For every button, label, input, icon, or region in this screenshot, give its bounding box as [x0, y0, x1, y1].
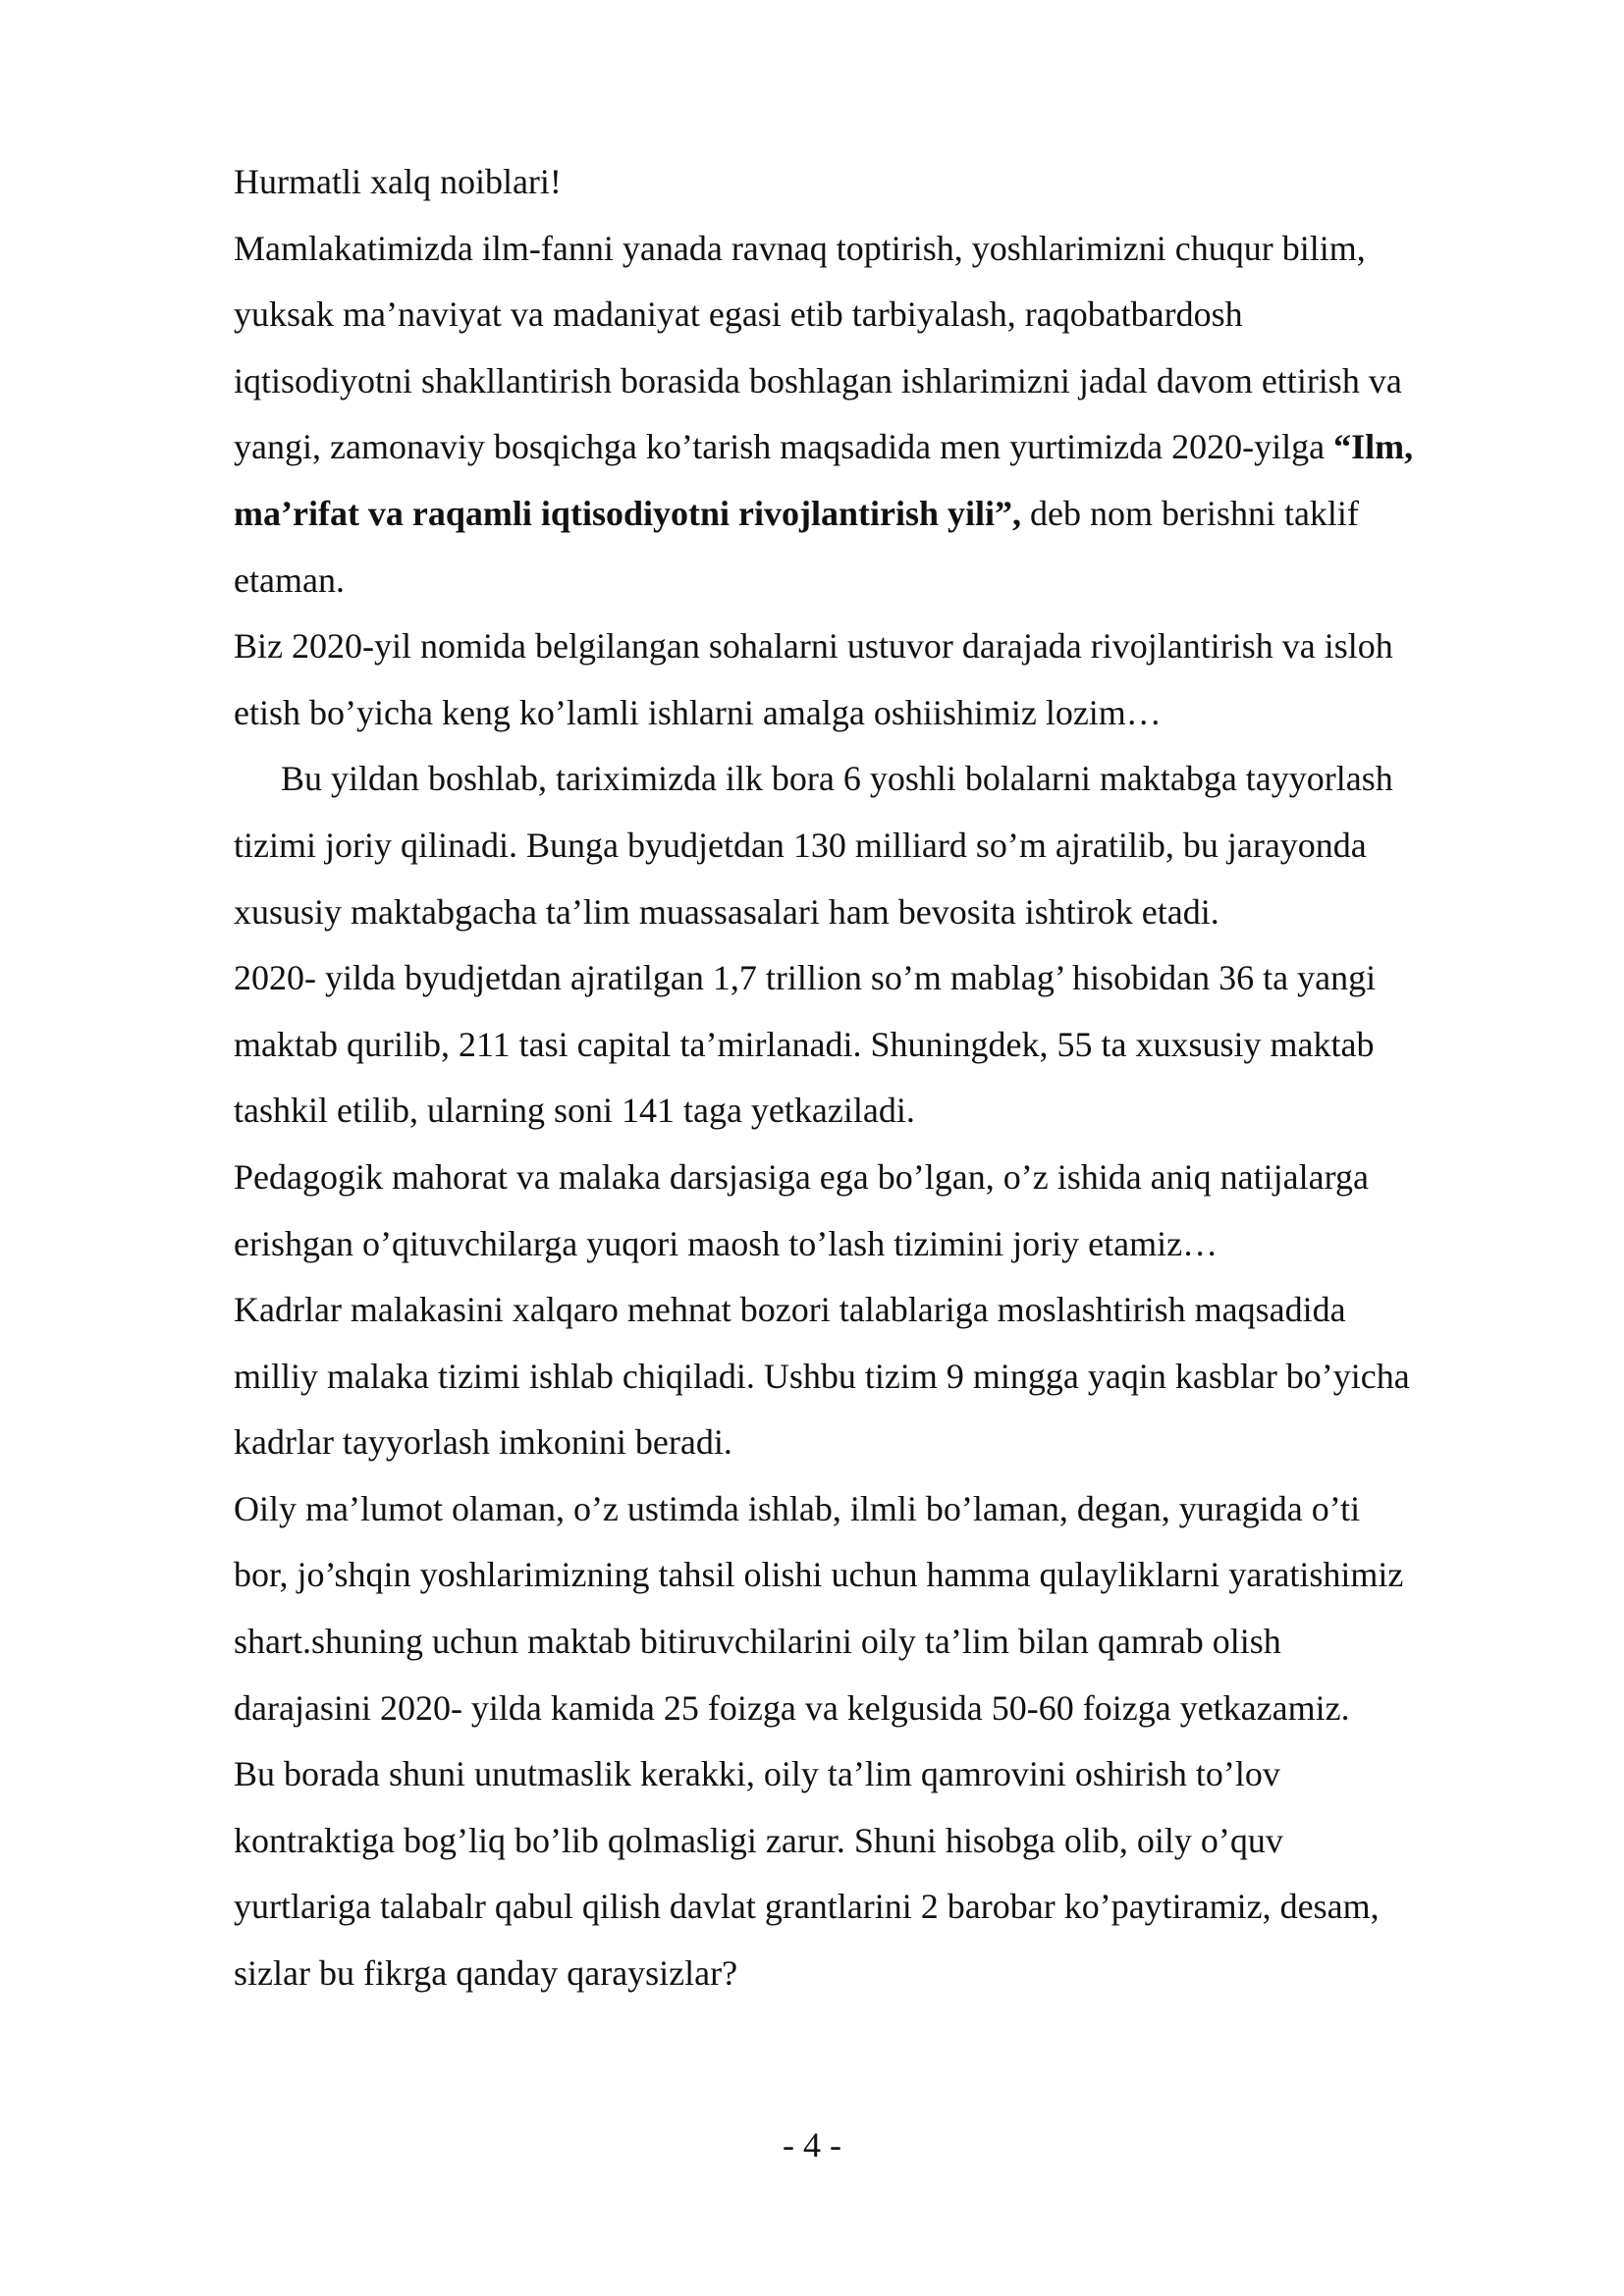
text-line: Mamlakatimizda ilm-fanni yanada ravnaq toptirish, yoshlarimizni chuqur bilim,	[234, 228, 1366, 268]
text-line: maktab qurilib, 211 tasi capital ta’mirlanadi. Shuningdek, 55 ta xuxsusiy maktab	[234, 1024, 1375, 1064]
text-line: etish bo’yicha keng ko’lamli ishlarni amalga oshiishimiz lozim…	[234, 692, 1162, 732]
text-line: kontraktiga bog’liq bo’lib qolmasligi zarur. Shuni hisobga olib, oily o’quv	[234, 1820, 1283, 1860]
text-line: 2020- yilda byudjetdan ajratilgan 1,7 trillion so’m mablag’ hisobidan 36 ta yangi	[234, 958, 1377, 998]
text-line: sizlar bu fikrga qanday qaraysizlar?	[234, 1953, 738, 1994]
bold-year-title-start: “Ilm,	[1333, 427, 1414, 467]
page-number: - 4 -	[783, 2125, 841, 2164]
text-line: erishgan o’qituvchilarga yuqori maosh to’lash tizimini joriy etamiz…	[234, 1223, 1218, 1263]
text-line: kadrlar tayyorlash imkonini beradi.	[234, 1422, 732, 1463]
text-line: yuksak ma’naviyat va madaniyat egasi etib tarbiyalash, raqobatbardosh	[234, 294, 1243, 335]
text-span: deb nom berishni taklif	[1020, 493, 1359, 533]
text-line-indented: Bu yildan boshlab, tariximizda ilk bora 6 yoshli bolalarni maktabga tayyorlash	[281, 759, 1393, 799]
text-line: yurtlariga talabalr qabul qilish davlat grantlarini 2 barobar ko’paytiramiz, desam,	[234, 1887, 1380, 1927]
text-line: Pedagogik mahorat va malaka darsjasiga ega bo’lgan, o’z ishida aniq natijalarga	[234, 1156, 1369, 1197]
text-line: xususiy maktabgacha ta’lim muassasalari ham bevosita ishtirok etadi.	[234, 891, 1219, 932]
text-line: tashkil etilib, ularning soni 141 taga yetkaziladi.	[234, 1091, 915, 1131]
text-line: bor, jo’shqin yoshlarimizning tahsil olishi uchun hamma qulayliklarni yaratishimiz	[234, 1555, 1404, 1595]
text-line: shart.shuning uchun maktab bitiruvchilarini oily ta’lim bilan qamrab olish	[234, 1622, 1281, 1662]
text-line	[234, 414, 1530, 481]
text-span: yangi, zamonaviy bosqichga ko’tarish maqsadida men yurtimizda 2020-yilga	[234, 427, 1334, 467]
text-line: etaman.	[234, 560, 345, 600]
bold-year-title-end: ma’rifat va raqamli iqtisodiyotni rivojlantirish yili”,	[234, 493, 1021, 533]
text-line: Bu borada shuni unutmaslik kerakki, oily ta’lim qamrovini oshirish to’lov	[234, 1754, 1280, 1794]
text-line: Kadrlar malakasini xalqaro mehnat bozori talablariga moslashtirish maqsadida	[234, 1290, 1346, 1330]
text-line: Oily ma’lumot olaman, o’z ustimda ishlab, ilmli bo’laman, degan, yuragida o’ti	[234, 1488, 1361, 1528]
text-line: darajasini 2020- yilda kamida 25 foizga va kelgusida 50-60 foizga yetkazamiz.	[234, 1687, 1350, 1728]
text-line: iqtisodiyotni shakllantirish borasida boshlagan ishlarimizni jadal davom ettirish va	[234, 360, 1402, 400]
text-line: milliy malaka tizimi ishlab chiqiladi. Ushbu tizim 9 mingga yaqin kasblar bo’yicha	[234, 1356, 1410, 1396]
text-line: Hurmatli xalq noiblari!	[234, 162, 562, 201]
text-line: Biz 2020-yil nomida belgilangan sohalarni ustuvor darajada rivojlantirish va isloh	[234, 626, 1393, 667]
body-text	[234, 149, 1530, 2007]
text-line	[234, 481, 1530, 548]
text-line: tizimi joriy qilinadi. Bunga byudjetdan 130 milliard so’m ajratilib, bu jarayonda	[234, 825, 1367, 865]
